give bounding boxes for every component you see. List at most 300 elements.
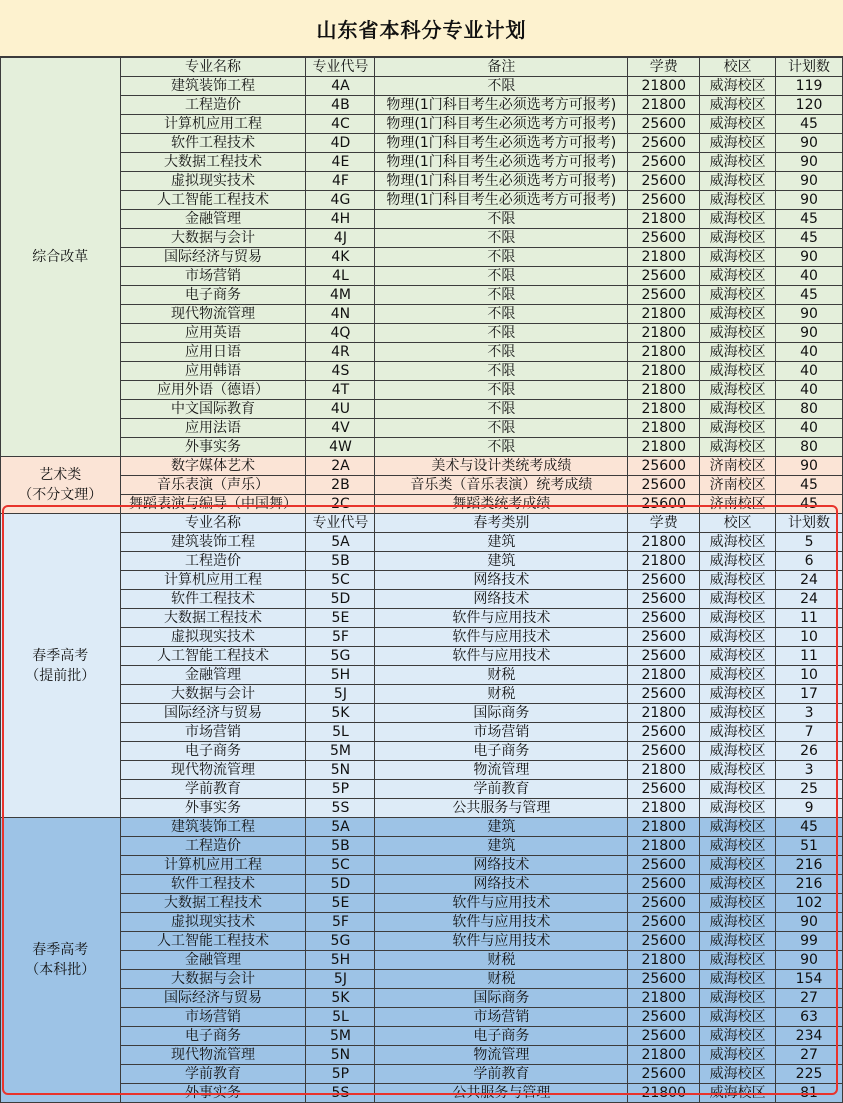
quota-cell: 7 [776, 723, 843, 742]
tuition-cell: 21800 [628, 1084, 700, 1103]
note-cell: 建筑 [375, 533, 628, 552]
tuition-cell: 25600 [628, 780, 700, 799]
table-row [1, 438, 843, 457]
table-row [1, 96, 843, 115]
campus-cell: 威海校区 [700, 210, 776, 229]
table-row [1, 1046, 843, 1065]
campus-cell: 威海校区 [700, 1008, 776, 1027]
tuition-cell: 21800 [628, 799, 700, 818]
note-cell: 不限 [375, 419, 628, 438]
major-code-cell: 5F [306, 628, 375, 647]
tuition-cell: 25600 [628, 267, 700, 286]
quota-cell: 216 [776, 856, 843, 875]
note-cell: 不限 [375, 324, 628, 343]
note-cell: 公共服务与管理 [375, 1084, 628, 1103]
quota-cell: 99 [776, 932, 843, 951]
table-row [1, 799, 843, 818]
major-name-cell: 计算机应用工程 [120, 115, 306, 134]
major-name-cell: 大数据与会计 [120, 685, 306, 704]
tuition-cell: 25600 [628, 1008, 700, 1027]
tuition-cell: 25600 [628, 153, 700, 172]
tuition-cell: 25600 [628, 894, 700, 913]
note-cell: 公共服务与管理 [375, 799, 628, 818]
quota-cell: 24 [776, 590, 843, 609]
table-row [1, 1065, 843, 1084]
major-name-cell: 电子商务 [120, 1027, 306, 1046]
major-code-cell: 4U [306, 400, 375, 419]
quota-cell: 45 [776, 818, 843, 837]
table-row [1, 400, 843, 419]
major-name-cell: 电子商务 [120, 286, 306, 305]
table-row [1, 666, 843, 685]
major-code-cell: 4V [306, 419, 375, 438]
campus-cell: 威海校区 [700, 761, 776, 780]
quota-cell: 40 [776, 362, 843, 381]
table-row [1, 609, 843, 628]
major-name-cell: 大数据与会计 [120, 229, 306, 248]
table-row [1, 343, 843, 362]
header-tuition: 学费 [628, 514, 700, 533]
major-code-cell: 5A [306, 533, 375, 552]
note-cell: 网络技术 [375, 590, 628, 609]
major-code-cell: 5H [306, 666, 375, 685]
note-cell: 不限 [375, 381, 628, 400]
note-cell: 电子商务 [375, 742, 628, 761]
quota-cell: 40 [776, 267, 843, 286]
major-name-cell: 人工智能工程技术 [120, 647, 306, 666]
table-row [1, 875, 843, 894]
major-code-cell: 5B [306, 837, 375, 856]
table-row [1, 381, 843, 400]
quota-cell: 40 [776, 381, 843, 400]
quota-cell: 90 [776, 457, 843, 476]
campus-cell: 威海校区 [700, 305, 776, 324]
table-row [1, 856, 843, 875]
tuition-cell: 25600 [628, 115, 700, 134]
tuition-cell: 25600 [628, 609, 700, 628]
quota-cell: 26 [776, 742, 843, 761]
note-cell: 国际商务 [375, 989, 628, 1008]
table-row [1, 172, 843, 191]
note-cell: 不限 [375, 210, 628, 229]
quota-cell: 27 [776, 989, 843, 1008]
campus-cell: 威海校区 [700, 381, 776, 400]
tuition-cell: 21800 [628, 96, 700, 115]
quota-cell: 90 [776, 172, 843, 191]
major-code-cell: 2A [306, 457, 375, 476]
major-code-cell: 4L [306, 267, 375, 286]
header-major-name: 专业名称 [120, 514, 306, 533]
group-label-cell: 综合改革 [1, 58, 121, 457]
campus-cell: 威海校区 [700, 609, 776, 628]
major-name-cell: 计算机应用工程 [120, 856, 306, 875]
note-cell: 不限 [375, 248, 628, 267]
table-row [1, 153, 843, 172]
group-label-cell: 春季高考 （本科批） [1, 818, 121, 1103]
campus-cell: 威海校区 [700, 951, 776, 970]
header-note: 春考类别 [375, 514, 628, 533]
quota-cell: 102 [776, 894, 843, 913]
major-name-cell: 大数据工程技术 [120, 894, 306, 913]
campus-cell: 威海校区 [700, 970, 776, 989]
major-code-cell: 4E [306, 153, 375, 172]
campus-cell: 威海校区 [700, 324, 776, 343]
major-name-cell: 工程造价 [120, 96, 306, 115]
campus-cell: 威海校区 [700, 571, 776, 590]
campus-cell: 威海校区 [700, 989, 776, 1008]
campus-cell: 济南校区 [700, 476, 776, 495]
major-name-cell: 应用英语 [120, 324, 306, 343]
major-code-cell: 4R [306, 343, 375, 362]
major-name-cell: 计算机应用工程 [120, 571, 306, 590]
campus-cell: 威海校区 [700, 856, 776, 875]
header-row [1, 58, 843, 77]
header-campus: 校区 [700, 58, 776, 77]
quota-cell: 63 [776, 1008, 843, 1027]
quota-cell: 90 [776, 913, 843, 932]
tuition-cell: 21800 [628, 381, 700, 400]
tuition-cell: 25600 [628, 229, 700, 248]
table-row [1, 628, 843, 647]
major-name-cell: 应用外语（德语） [120, 381, 306, 400]
quota-cell: 45 [776, 495, 843, 514]
campus-cell: 济南校区 [700, 457, 776, 476]
note-cell: 物流管理 [375, 1046, 628, 1065]
table-row [1, 324, 843, 343]
quota-cell: 90 [776, 191, 843, 210]
campus-cell: 济南校区 [700, 495, 776, 514]
tuition-cell: 21800 [628, 305, 700, 324]
campus-cell: 威海校区 [700, 685, 776, 704]
major-name-cell: 建筑装饰工程 [120, 818, 306, 837]
table-row [1, 552, 843, 571]
campus-cell: 威海校区 [700, 780, 776, 799]
campus-cell: 威海校区 [700, 647, 776, 666]
quota-cell: 25 [776, 780, 843, 799]
tuition-cell: 25600 [628, 647, 700, 666]
table-row [1, 685, 843, 704]
campus-cell: 威海校区 [700, 419, 776, 438]
campus-cell: 威海校区 [700, 229, 776, 248]
major-name-cell: 人工智能工程技术 [120, 932, 306, 951]
header-quota: 计划数 [776, 58, 843, 77]
major-name-cell: 软件工程技术 [120, 875, 306, 894]
note-cell: 建筑 [375, 837, 628, 856]
major-name-cell: 工程造价 [120, 837, 306, 856]
major-name-cell: 金融管理 [120, 666, 306, 685]
note-cell: 美术与设计类统考成绩 [375, 457, 628, 476]
tuition-cell: 21800 [628, 362, 700, 381]
campus-cell: 威海校区 [700, 248, 776, 267]
major-code-cell: 5N [306, 1046, 375, 1065]
tuition-cell: 25600 [628, 286, 700, 305]
quota-cell: 27 [776, 1046, 843, 1065]
note-cell: 学前教育 [375, 1065, 628, 1084]
tuition-cell: 21800 [628, 818, 700, 837]
tuition-cell: 21800 [628, 438, 700, 457]
major-name-cell: 现代物流管理 [120, 761, 306, 780]
note-cell: 网络技术 [375, 875, 628, 894]
table-row [1, 989, 843, 1008]
note-cell: 物理(1门科目考生必须选考方可报考) [375, 191, 628, 210]
major-code-cell: 5C [306, 856, 375, 875]
note-cell: 财税 [375, 951, 628, 970]
group-label-cell: 艺术类 （不分文理） [1, 457, 121, 514]
major-code-cell: 5A [306, 818, 375, 837]
table-row [1, 362, 843, 381]
quota-cell: 17 [776, 685, 843, 704]
major-code-cell: 5F [306, 913, 375, 932]
table-row [1, 1084, 843, 1103]
campus-cell: 威海校区 [700, 628, 776, 647]
quota-cell: 45 [776, 210, 843, 229]
major-code-cell: 5S [306, 799, 375, 818]
header-major-code: 专业代号 [306, 58, 375, 77]
campus-cell: 威海校区 [700, 153, 776, 172]
table-row [1, 248, 843, 267]
major-name-cell: 大数据工程技术 [120, 609, 306, 628]
major-code-cell: 5L [306, 723, 375, 742]
tuition-cell: 25600 [628, 571, 700, 590]
campus-cell: 威海校区 [700, 77, 776, 96]
table-row [1, 571, 843, 590]
major-code-cell: 2C [306, 495, 375, 514]
quota-cell: 11 [776, 647, 843, 666]
table-row [1, 134, 843, 153]
tuition-cell: 21800 [628, 989, 700, 1008]
group-label-cell: 春季高考 （提前批） [1, 514, 121, 818]
quota-cell: 40 [776, 419, 843, 438]
campus-cell: 威海校区 [700, 172, 776, 191]
quota-cell: 234 [776, 1027, 843, 1046]
campus-cell: 威海校区 [700, 134, 776, 153]
major-code-cell: 4M [306, 286, 375, 305]
major-name-cell: 金融管理 [120, 951, 306, 970]
enrollment-table [0, 57, 843, 1103]
major-name-cell: 市场营销 [120, 723, 306, 742]
major-code-cell: 4Q [306, 324, 375, 343]
campus-cell: 威海校区 [700, 818, 776, 837]
major-name-cell: 市场营销 [120, 1008, 306, 1027]
tuition-cell: 21800 [628, 419, 700, 438]
campus-cell: 威海校区 [700, 913, 776, 932]
tuition-cell: 25600 [628, 1027, 700, 1046]
table-row [1, 818, 843, 837]
tuition-cell: 21800 [628, 704, 700, 723]
campus-cell: 威海校区 [700, 343, 776, 362]
table-row [1, 495, 843, 514]
tuition-cell: 21800 [628, 324, 700, 343]
tuition-cell: 21800 [628, 77, 700, 96]
major-name-cell: 工程造价 [120, 552, 306, 571]
tuition-cell: 21800 [628, 1046, 700, 1065]
tuition-cell: 25600 [628, 628, 700, 647]
header-tuition: 学费 [628, 58, 700, 77]
table-row [1, 476, 843, 495]
major-code-cell: 4F [306, 172, 375, 191]
table-row [1, 229, 843, 248]
table-row [1, 761, 843, 780]
quota-cell: 90 [776, 134, 843, 153]
major-code-cell: 4H [306, 210, 375, 229]
quota-cell: 9 [776, 799, 843, 818]
quota-cell: 90 [776, 153, 843, 172]
table-row [1, 267, 843, 286]
note-cell: 音乐类（音乐表演）统考成绩 [375, 476, 628, 495]
table-row [1, 457, 843, 476]
campus-cell: 威海校区 [700, 666, 776, 685]
major-code-cell: 5D [306, 875, 375, 894]
major-name-cell: 国际经济与贸易 [120, 248, 306, 267]
table-row [1, 590, 843, 609]
table-row [1, 1008, 843, 1027]
major-name-cell: 金融管理 [120, 210, 306, 229]
campus-cell: 威海校区 [700, 704, 776, 723]
table-row [1, 77, 843, 96]
table-row [1, 210, 843, 229]
page-title: 山东省本科分专业计划 [316, 17, 527, 42]
major-code-cell: 5L [306, 1008, 375, 1027]
major-name-cell: 应用日语 [120, 343, 306, 362]
major-name-cell: 建筑装饰工程 [120, 533, 306, 552]
table-row [1, 305, 843, 324]
major-name-cell: 电子商务 [120, 742, 306, 761]
table-row [1, 1027, 843, 1046]
major-name-cell: 软件工程技术 [120, 134, 306, 153]
major-name-cell: 软件工程技术 [120, 590, 306, 609]
note-cell: 软件与应用技术 [375, 894, 628, 913]
tuition-cell: 21800 [628, 248, 700, 267]
tuition-cell: 25600 [628, 172, 700, 191]
major-code-cell: 5M [306, 1027, 375, 1046]
tuition-cell: 25600 [628, 875, 700, 894]
campus-cell: 威海校区 [700, 1046, 776, 1065]
campus-cell: 威海校区 [700, 96, 776, 115]
tuition-cell: 25600 [628, 590, 700, 609]
major-code-cell: 5G [306, 932, 375, 951]
note-cell: 网络技术 [375, 571, 628, 590]
quota-cell: 11 [776, 609, 843, 628]
campus-cell: 威海校区 [700, 438, 776, 457]
major-code-cell: 5P [306, 780, 375, 799]
tuition-cell: 21800 [628, 666, 700, 685]
major-code-cell: 4W [306, 438, 375, 457]
major-code-cell: 4T [306, 381, 375, 400]
campus-cell: 威海校区 [700, 742, 776, 761]
major-code-cell: 4G [306, 191, 375, 210]
campus-cell: 威海校区 [700, 362, 776, 381]
major-code-cell: 4S [306, 362, 375, 381]
note-cell: 不限 [375, 286, 628, 305]
campus-cell: 威海校区 [700, 552, 776, 571]
note-cell: 物理(1门科目考生必须选考方可报考) [375, 134, 628, 153]
note-cell: 不限 [375, 362, 628, 381]
tuition-cell: 21800 [628, 400, 700, 419]
quota-cell: 45 [776, 115, 843, 134]
major-code-cell: 5J [306, 970, 375, 989]
major-name-cell: 应用法语 [120, 419, 306, 438]
table-row [1, 894, 843, 913]
tuition-cell: 21800 [628, 533, 700, 552]
major-code-cell: 5G [306, 647, 375, 666]
header-major-name: 专业名称 [120, 58, 306, 77]
note-cell: 财税 [375, 970, 628, 989]
note-cell: 物理(1门科目考生必须选考方可报考) [375, 115, 628, 134]
campus-cell: 威海校区 [700, 1027, 776, 1046]
major-code-cell: 5M [306, 742, 375, 761]
major-name-cell: 学前教育 [120, 1065, 306, 1084]
quota-cell: 80 [776, 400, 843, 419]
quota-cell: 51 [776, 837, 843, 856]
quota-cell: 90 [776, 248, 843, 267]
major-code-cell: 5J [306, 685, 375, 704]
major-name-cell: 虚拟现实技术 [120, 628, 306, 647]
note-cell: 财税 [375, 685, 628, 704]
campus-cell: 威海校区 [700, 115, 776, 134]
table-row [1, 951, 843, 970]
note-cell: 物理(1门科目考生必须选考方可报考) [375, 96, 628, 115]
tuition-cell: 25600 [628, 970, 700, 989]
note-cell: 不限 [375, 267, 628, 286]
table-row [1, 191, 843, 210]
tuition-cell: 25600 [628, 134, 700, 153]
major-code-cell: 4C [306, 115, 375, 134]
major-code-cell: 5S [306, 1084, 375, 1103]
major-name-cell: 音乐表演（声乐） [120, 476, 306, 495]
campus-cell: 威海校区 [700, 590, 776, 609]
quota-cell: 225 [776, 1065, 843, 1084]
note-cell: 网络技术 [375, 856, 628, 875]
table-row [1, 533, 843, 552]
tuition-cell: 21800 [628, 837, 700, 856]
campus-cell: 威海校区 [700, 1084, 776, 1103]
tuition-cell: 25600 [628, 495, 700, 514]
note-cell: 学前教育 [375, 780, 628, 799]
table-row [1, 286, 843, 305]
quota-cell: 10 [776, 628, 843, 647]
campus-cell: 威海校区 [700, 799, 776, 818]
major-name-cell: 外事实务 [120, 438, 306, 457]
campus-cell: 威海校区 [700, 837, 776, 856]
note-cell: 物理(1门科目考生必须选考方可报考) [375, 153, 628, 172]
header-row [1, 514, 843, 533]
major-name-cell: 大数据与会计 [120, 970, 306, 989]
major-code-cell: 5E [306, 894, 375, 913]
header-campus: 校区 [700, 514, 776, 533]
tuition-cell: 25600 [628, 1065, 700, 1084]
quota-cell: 80 [776, 438, 843, 457]
table-row [1, 970, 843, 989]
table-row [1, 419, 843, 438]
note-cell: 市场营销 [375, 1008, 628, 1027]
campus-cell: 威海校区 [700, 533, 776, 552]
major-name-cell: 市场营销 [120, 267, 306, 286]
tuition-cell: 21800 [628, 951, 700, 970]
major-name-cell: 中文国际教育 [120, 400, 306, 419]
major-name-cell: 建筑装饰工程 [120, 77, 306, 96]
major-name-cell: 现代物流管理 [120, 1046, 306, 1065]
major-code-cell: 4N [306, 305, 375, 324]
table-row [1, 704, 843, 723]
campus-cell: 威海校区 [700, 286, 776, 305]
note-cell: 市场营销 [375, 723, 628, 742]
major-code-cell: 2B [306, 476, 375, 495]
note-cell: 软件与应用技术 [375, 609, 628, 628]
major-code-cell: 4D [306, 134, 375, 153]
tuition-cell: 21800 [628, 761, 700, 780]
quota-cell: 3 [776, 761, 843, 780]
campus-cell: 威海校区 [700, 191, 776, 210]
